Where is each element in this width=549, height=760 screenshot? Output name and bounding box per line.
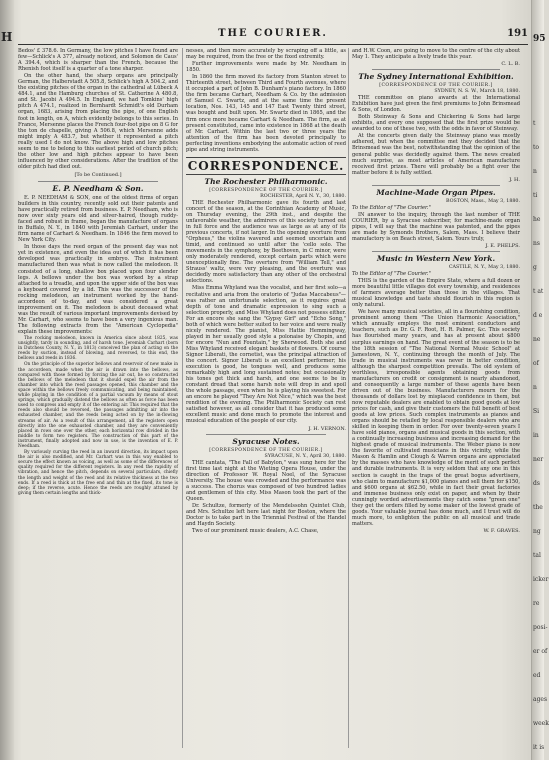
article-paragraph: Dr. Schultze, formerly of the Mendelssohn Quintet Club, and Mrs. Schultze left here last night for Boston, where the Doctor is to take part in the Triennial Festival of the Handel and Haydn Society.: [186, 502, 346, 527]
right-edge-fragment: he: [533, 216, 541, 223]
signature: W. F. GRAVES.: [483, 527, 520, 534]
right-edge-fragment: the: [533, 504, 543, 511]
page-header: [18, 28, 528, 42]
column-divider: [182, 48, 183, 748]
right-edge-fragment: ng: [533, 528, 541, 535]
section-rule: [372, 251, 500, 252]
right-edge-fragment: t: [533, 120, 536, 127]
article-paragraph: At the concerts given daily the Steinway piano was mostly adhered, but when the committee met they decided that the Brinsmead was the best, notwithstanding that the opinion of the general public was decidedly against them. The news created much surprise, as most articles of American manufacture received first prizes. There will probably be a fight over the matter before it is fully settled.: [352, 133, 520, 176]
article-heading: The Sydney International Exhibition.: [358, 72, 514, 82]
continued-note: [To be Continued.]: [74, 171, 122, 178]
salutation: To the Editor of "The Courier.": [352, 270, 431, 277]
signature: C. L. B.: [501, 61, 520, 68]
right-edge-page-number: 95: [533, 34, 546, 44]
right-edge-fragment: ns: [533, 240, 540, 247]
article-heading: Syracuse Notes.: [232, 436, 300, 446]
right-edge-fragment: n: [533, 168, 537, 175]
article-paragraph: THIS is the garden of the Empire State, where a full dozen or more beautiful little villages dot every township, and residences of farmers average better than those in the villages. That musical knowledge and taste should flourish in this region is only natural.: [352, 278, 520, 309]
right-edge-fragment: t at: [533, 288, 544, 295]
column-1: [18, 48, 178, 748]
dateline: CASTILE, N. Y., May 3, 1880.: [448, 264, 520, 270]
right-edge-fragment: tal: [533, 552, 541, 559]
signature: J. E. PHELPS.: [485, 242, 520, 249]
right-edge-fragment: ti: [533, 192, 538, 199]
dateline: SYRACUSE, N. Y., April 30, 1880.: [264, 453, 346, 459]
article-heading: The Rochester Philharmonic.: [204, 176, 328, 186]
correspondence-note: [CORRESPONDENCE OF THE COURIER.]: [209, 187, 323, 193]
article-paragraph: On the other hand, the sharp organs are principally German, the Halberstadt A 505.8, Schlick's high A 504.2, and the existing pitches of the organ in the cathedral at Lübeck A 484.1, and the Hamburg churches of St. Catherine A 480.8, and St. Jacobi A 494.5. In England, we had Tomkins' high pitch A 474.1, realized in Bernhardt Schmidt's old Durham organ, 1683, arising from placing the pipe, of one English foot in length, on A, which evidently belongs to this series. In France, Mersenne places the French four-foot pipe on 8 G for the ton de chapelle, giving A 506.8, which Mersenne adds might imply A 483.7, but whether it represented a pitch really used I do not know. The above high and low pitches seem to me to belong to this earliest period of church pitch; the other low and high pitches appear to have been influenced by other considerations. After the tradition of the older pitch had died out.: [18, 73, 178, 170]
right-edge-fragment: ds: [533, 480, 540, 487]
salutation: To the Editor of "The Courier.": [352, 204, 431, 211]
facing-page-left-edge: [0, 0, 14, 760]
signature: J. H.: [509, 176, 520, 183]
dateline: BOSTON, Mass., May 3, 1880.: [445, 198, 520, 204]
right-edge-fragment: in: [533, 432, 539, 439]
section-rule: [206, 434, 326, 435]
article-paragraph: THE committee on piano awards at the International Exhibition have just given the first premiums to John Brinsmead & Sons, of London.: [352, 95, 520, 114]
article-paragraph: In 1860 the firm moved its factory from Stanton street to Thirteenth street, between Third and Fourth avenues, where it occupied a part of John B. Dunham's piano factory. In 1860 the firm became Carhart, Needham & Co. by the admission of Samuel C. Swartz, and at the same time the present location, Nos. 143, 145 and 147 East Twenty third street, was bought and built upon. Mr. Swartz died in 1865, and the firm once more became Carhart & Needham. The firm, as at present constituted, came into existence in 1868 at the death of Mr. Carhart. Within the last two or three years the attention of the firm has been devoted principally to perfecting inventions embodying the automatic action of reed pipe and string instruments.: [186, 74, 346, 153]
article-paragraph: Both Steinway & Sons and Chickering & Sons had large exhibits, and every one supposed that the first prize would be awarded to one of these two, with the odds in favor of Steinway.: [352, 114, 520, 133]
right-edge-fragment: n: [533, 384, 537, 391]
dateline: SYDNEY, N. S. W., March 18, 1880.: [434, 89, 520, 95]
article-paragraph: We have many musical societies, all in a flourishing condition, prominent among them "The Union Harmonic Association," which annually employs the most eminent conductors and teachers, such as Dr. G. F. Root, H. R. Palmer, &c. This society has flourished many years, and has at present about $800 surplus earnings on hand. The great event of the season is to be the 18th session of "The National Normal Music School" at Jamestown, N. Y., continuing through the month of July. The trade in musical instruments was never in better condition, although the sharpest competition prevails. The old system of worthless, irresponsible agents obtaining goods from manufacturers on credit or consignment is nearly abandoned, and consequently a large number of these agents have been driven out of the business. Manufacturers mourn for the thousands of dollars lost by misplaced confidence in them, but now reputable dealers are enabled to obtain good goods at low prices for cash, and give their customers the full benefit of best goods at low prices. Such complex instruments as pianos and organs should be retailed by local responsible dealers who are skilled in keeping them in order. For over twenty-seven years I have sold pianos, organs and musical goods in this section, with a continually increasing business and increasing demand for the highest grade of musical instruments. The Weber piano is now the favorite of cultivated musicians in this vicinity, while the Mason & Hamlin and Clough & Warren organs are appreciated by the masses who have knowledge of the merit of such perfect and durable instruments. It is very seldom that any one in this section is caught in the traps of the great bogus advertisers, who claim to manufacture $1,000 pianos and sell them for $150, and $600 organs at $62.50, while in fact their great factories and immense business only exist on paper, and when by their cunningly worded advertisements they catch some "green one" they get the orders filled by some maker of the lowest grade of goods. Your valuable journal has done much, and I trust will do much more, to enlighten the public on all musical and trade matters.: [352, 309, 520, 527]
facing-page-right-edge: [531, 0, 549, 760]
right-edge-fragment: ed: [533, 672, 541, 679]
article-paragraph: In those days the reed organ of the present day was not yet in existence, and even the idea out of which it has been developed was practically in embryo. The instrument manufactured then was what is now called the melodeon. It consisted of a long, shallow box placed upon four slender legs. A bellows under the box was worked by a strap attached to a treadle, and upon the upper side of the box was a keyboard covered by a lid. This was the successor of the rocking melodeon, an instrument worked by the hand-accordeon of to-day, and was considered a great improvement on it. The melodeon is about deceased what was the result of various important improvements devised by Mr. Carhart, who seems to have been a very ingenious man. The following extracts from the "American Cyclopedia" explain these improvements:: [18, 244, 178, 335]
article-heading: Machine-Made Organ Pipes.: [376, 187, 496, 197]
signature: J. H. VERNON.: [308, 425, 346, 432]
header-rule: [18, 44, 528, 45]
article-paragraph: nesses, and then more accurately by scraping off a little, as may be required, from the free or the fixed extremity.: [186, 48, 346, 61]
left-edge-mark: H: [1, 30, 13, 44]
quoted-paragraph: The rocking melodeon, known in America since about 1825, was unsightly, tardy in sounding, and of harsh tone. Jeremiah Carhart (born in Dutchess County, N. Y., in 1813) conceived the plan of acting on the reeds by suction, instead of blowing, and reversed, to this end, the bellows and reeds in 1836.: [18, 336, 178, 362]
article-paragraph: IN answer to the inquiry, through the last number of THE COURIER, by a Syracuse subscriber, for machine-made organ pipes, I will say that the machine was patented, and the pipes are made by Symonds Brothers, Salem, Mass. I believe their manufactory is on Beach street, Salem. Yours truly,: [352, 211, 520, 242]
right-edge-fragment: week: [533, 720, 549, 727]
right-edge-fragment: icker: [533, 576, 549, 583]
article-paragraph: THE Rochester Philharmonic gave its fourth and last concert of the season, at the Corinthian Academy of Music, on Thursday evening, the 29th inst., and despite the unfavorable weather, the admirers of this society turned out in full force and the audience was as large as at any of its previous concerts, if not larger. In the opening overture from "Orpheus," the violins wavered and seemed uncertain and timid, and continued so until after the 'cello solo. The movements in the symphony, by Beethoven, in C minor, were only moderately rendered, except certain parts which were unexceptionally fine. The overture from "William Tell," and Strauss' waltz, were very pleasing, and the overture was decidedly more satisfactory than any other of the orchestral selections.: [186, 199, 346, 285]
article-heading: Music in Western New York.: [376, 253, 496, 263]
correspondence-note: [CORRESPONDENCE OF THE COURIER.]: [209, 447, 323, 453]
right-edge-fragment: re: [533, 600, 540, 607]
right-edge-fragment: to: [533, 144, 540, 151]
article-paragraph: THE cantata, "The Fall of Babylon," was sung here for the first time last night at the Wieting Opera House, under the direction of Professor W. Royal Noel, of the Syracuse University. The house was crowded and the performance was a success. The chorus was composed of two hundred ladies and gentlemen of this city. Miss Mason took the part of the Queen.: [186, 459, 346, 502]
right-edge-fragment: it is: [533, 744, 545, 751]
column-2: [186, 48, 346, 748]
masthead-title: THE COURIER.: [218, 28, 328, 39]
article-paragraph: Bedos' £ 378.6. In Germany, the low pitches I have found are few—Schlick's A 377, already noticed, and Solomon de Caus' A 394.4, which is sharper than the French, because the Rhenish foot itself is a quarter of a tone sharper.: [18, 48, 178, 73]
article-paragraph: Miss Emma Whyland was the vocalist, and her first solo—a recitative and aria from the oratorio of "Judas Maccabeus"—was rather an unfortunate selection, as it requires great depth of tone and dramatic expression to sing such a selection properly, and Miss Whyland does not possess either. For an encore she sang the "Gypsy Girl" and "Echo Song," both of which were better suited to her voice and were really nicely rendered. The pianist, Miss Hattie Hemmingway, played in her usually good style a polonaise by Chopin, and for encore "Nun and Fountain," by Sherwood. Both she and Miss Whyland received elegant baskets of flowers. Of course Signor Liberati, the cornetist, was the principal attraction of the concert. Signor Liberati is an excellent performer; his execution is good, he tongues well, and produces some remarkably high and long sustained notes; but occasionally his tones get thick and harsh, and one seems to be in constant dread that some harsh note will drop in and spoil the whole passage, even when he is playing his sweetest. For an encore he played "They Are Not Nice," which was the best rendition of the evening. The Philharmonic Society can rest satisfied however, as all consider that it has produced some excellent music and done much to promote the interest and musical education of the people of our city.: [186, 285, 346, 425]
article-paragraph: Further improvements were made by Mr. Needham in 1850.: [186, 61, 346, 74]
section-rule: [38, 181, 158, 182]
column-divider: [348, 48, 349, 748]
correspondence-note: [CORRESPONDENCE OF THE COURIER.]: [379, 83, 493, 89]
section-rule: [372, 69, 500, 70]
article-paragraph: Two of our prominent music dealers, A.C. Chase,: [192, 528, 319, 535]
right-edge-fragment: ne: [533, 336, 541, 343]
quoted-paragraph: By variously curving the reed in an inward direction, its impact upon the air is also modified, and Mr. Carhart was in this way enabled to secure the effect known as voicing, as well as some of the differences of quality required for the different registers. In any reed the rapidity of vibration, and hence the pitch, depends on several particulars, chiefly the length and weight of the reed and its relative thickness at the two ends. If a reed is thick at the free end and thin at the fixed, its tone is deep; if the reverse, acute. Hence the reeds are roughly attuned by giving them certain lengths and thick-: [18, 450, 178, 496]
quoted-paragraph: On the principle of the superior bellows and reservoir of new make in the accordeon, made when the air is drawn into the bellows, as compared with those formed by forcing the air out, he so constructed the bellows of the melodeon that it should expel the air from the chamber into which the reed passages opened, this chamber and the space within the bellows freely communicating, and being maintained, while playing in the condition of a partial vacuum by means of stout springs, which gradually distend the bellows as often as force has been used to compress and empty it of the entering air. This required that the reeds also should be reversed, the passages admitting air into the exhausted chamber, and the reeds being acted on by the in-flowing streams of air. As a result of this arrangement, all the registers open directly into the one exhausted chamber, and they are conveniently placed in rows one over the other, each horizontal row divided in the middle to form two registers. The construction of this part of the instrument, finally adopted and now in use, is the invention of E. P. Needham.: [18, 362, 178, 449]
dateline: ROCHESTER, April N. Y., 30, 1880.: [260, 193, 346, 199]
right-edge-fragment: d e: [533, 312, 543, 319]
page-number: 191: [507, 28, 528, 39]
right-edge-fragment: er of: [533, 648, 548, 655]
right-edge-fragment: ner: [533, 456, 544, 463]
article-paragraph: E. P. NEEDHAM & SON, one of the oldest firms of organ builders in this country, recently sold out their patents and have practically retired from business. E. P. Needham, who is now over sixty years old and silver-haired, though ruddy-faced and robust in frame, began the manufacture of organs in Buffalo, N. Y., in 1840 with Jeremiah Carhart, under the firm name of Carhart & Needham. In 1846 the firm moved to New York City.: [18, 194, 178, 244]
article-heading: E. P. Needham & Son.: [52, 183, 144, 193]
right-edge-fragment: ages: [533, 696, 548, 703]
section-banner: CORRESPONDENCE.: [187, 158, 345, 173]
column-3: [352, 48, 520, 748]
article-paragraph: and H.W. Coon, are going to move to the centre of the city about May 1. They anticipate a lively trade this year.: [352, 48, 520, 61]
right-edge-fragment: posi-: [533, 624, 548, 631]
right-edge-fragment: g: [533, 264, 537, 271]
right-edge-fragment: Si: [533, 408, 540, 415]
right-edge-fragment: of: [533, 360, 539, 367]
section-rule: [372, 185, 500, 186]
